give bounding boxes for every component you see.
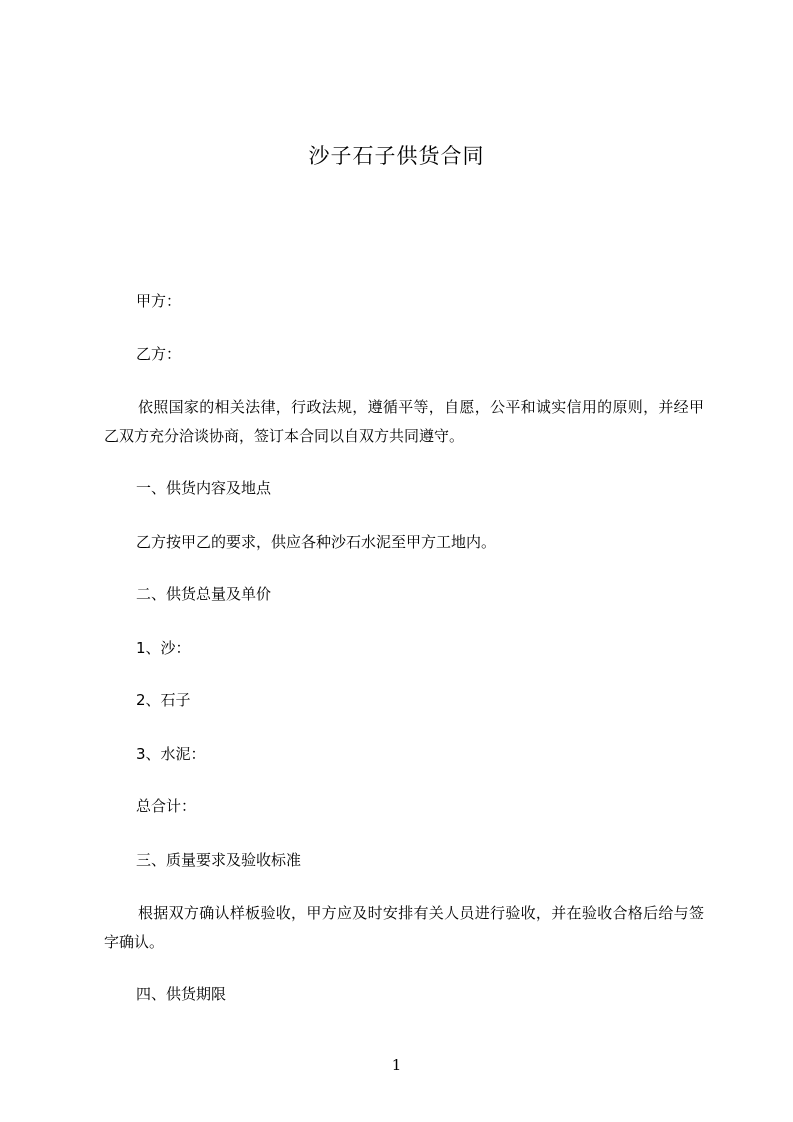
section3-paragraph: 根据双方确认样板验收，甲方应及时安排有关人员进行验收，并在验收合格后给与签字确认。 [104, 904, 704, 951]
item-sand: 1、沙： [136, 639, 191, 657]
intro-paragraph: 依照国家的相关法律，行政法规，遵循平等，自愿，公平和诚实信用的原则，并经甲乙双方充分洽谈协商，签订本合同以自双方共同遵守。 [104, 398, 704, 445]
item-stone: 2、石子 [136, 691, 191, 709]
section1-text: 乙方按甲乙的要求，供应各种沙石水泥至甲方工地内。 [136, 533, 497, 551]
section1-heading: 一、供货内容及地点 [136, 479, 272, 497]
document-title: 沙子石子供货合同 [308, 144, 485, 168]
section4-heading: 四、供货期限 [136, 985, 227, 1003]
total-label: 总合计： [136, 797, 197, 815]
party-b-label: 乙方： [136, 345, 182, 363]
party-a-label: 甲方： [136, 292, 182, 310]
item-cement: 3、水泥： [136, 745, 206, 763]
section3-heading: 三、质量要求及验收标准 [136, 851, 302, 869]
page-number: 1 [391, 1056, 402, 1074]
section2-heading: 二、供货总量及单价 [136, 585, 272, 603]
